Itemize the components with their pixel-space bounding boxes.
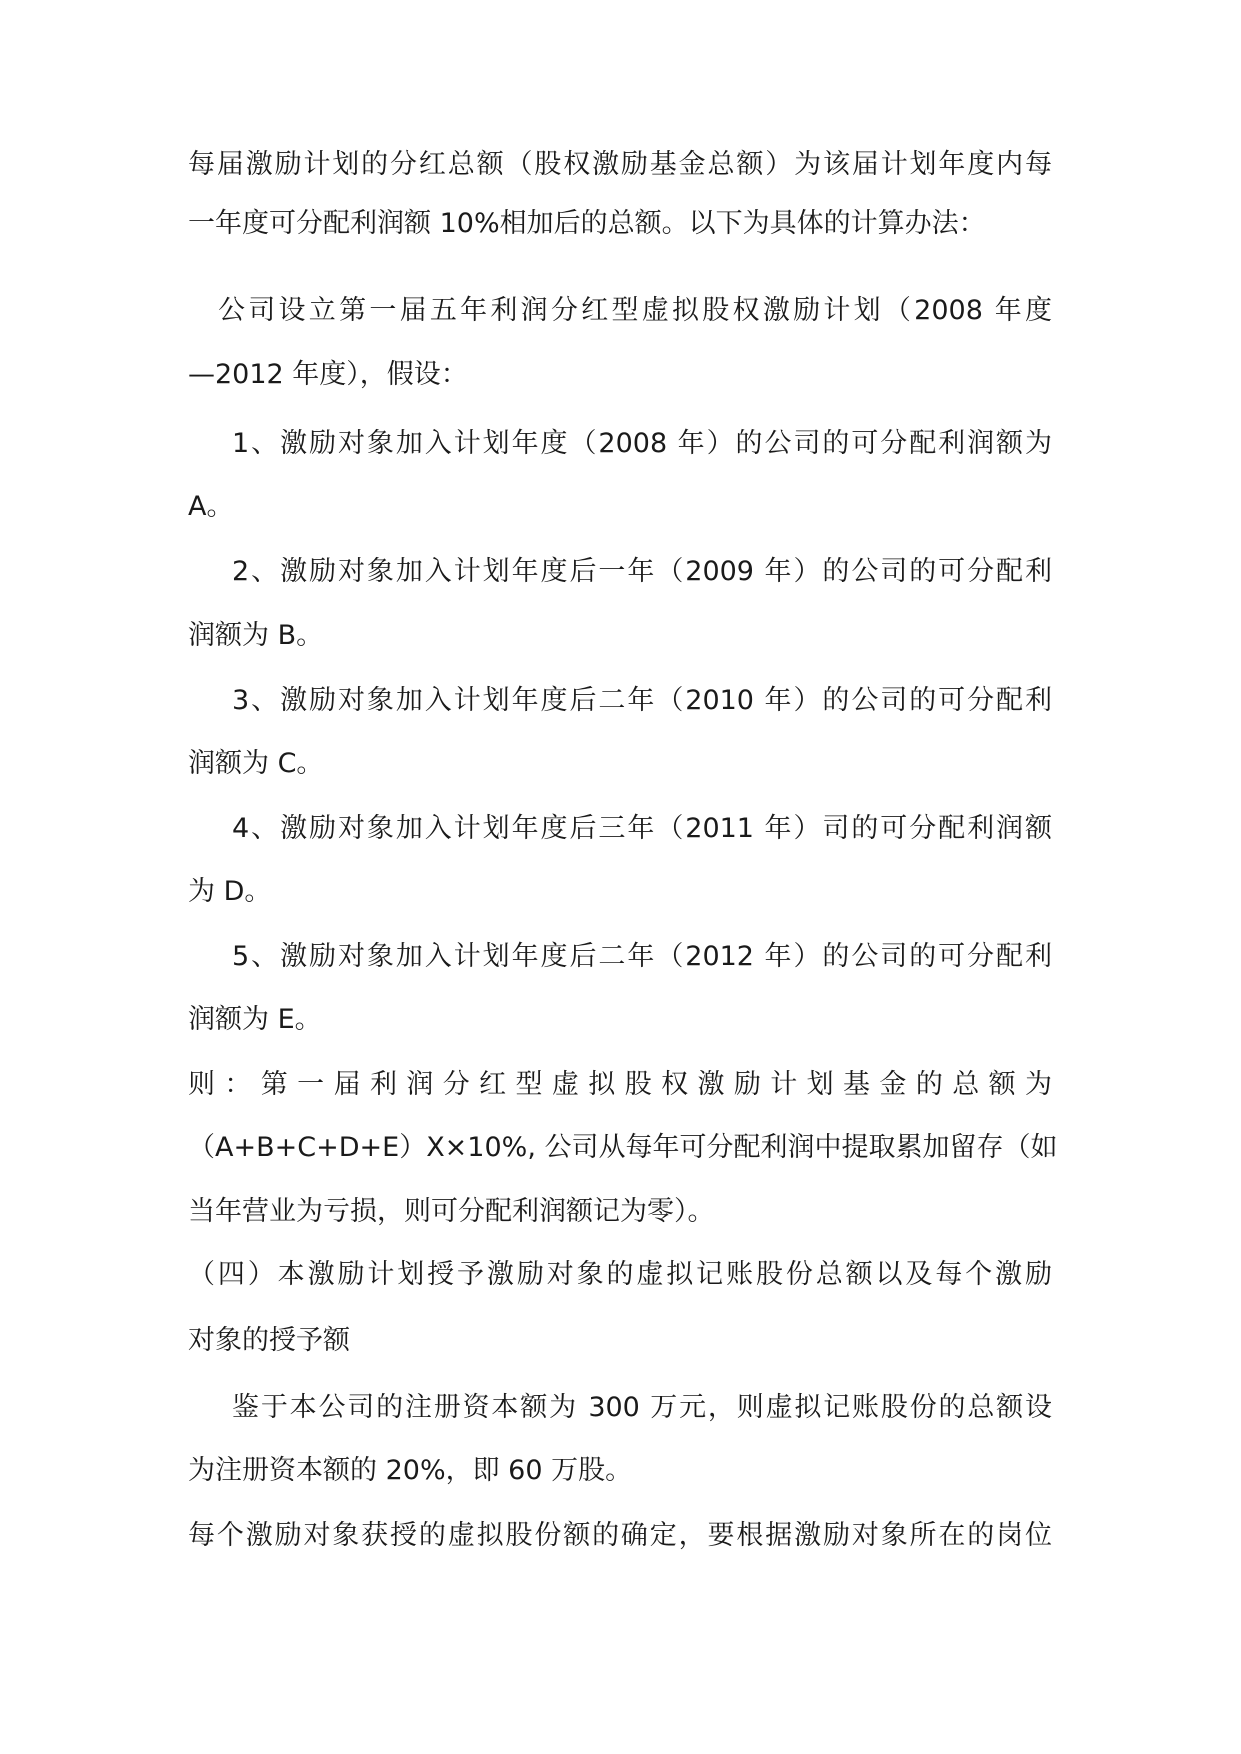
paragraph-line-3: 公司设立第一届五年利润分红型虚拟股权激励计划（2008 年度 bbox=[218, 295, 1052, 326]
section-heading-line-1: （四）本激励计划授予激励对象的虚拟记账股份总额以及每个激励 bbox=[188, 1259, 1052, 1290]
list-item-5-line-1: 5、激励对象加入计划年度后二年（2012 年）的公司的可分配利 bbox=[232, 941, 1052, 972]
paragraph-line-16: （A+B+C+D+E）X×10%, 公司从每年可分配利润中提取累加留存（如 bbox=[188, 1132, 1058, 1163]
section-heading-line-2: 对象的授予额 bbox=[188, 1325, 350, 1356]
list-item-2-line-2: 润额为 B。 bbox=[188, 620, 324, 651]
list-item-3-line-1: 3、激励对象加入计划年度后二年（2010 年）的公司的可分配利 bbox=[232, 685, 1052, 716]
paragraph-line-15: 则：第一届利润分红型虚拟股权激励计划基金的总额为 bbox=[188, 1069, 1052, 1100]
paragraph-line-4: —2012 年度），假设： bbox=[188, 359, 468, 390]
list-item-1-line-2: A。 bbox=[188, 491, 234, 522]
list-item-1-line-1: 1、激励对象加入计划年度（2008 年）的公司的可分配利润额为 bbox=[232, 428, 1052, 459]
paragraph-line-22: 每个激励对象获授的虚拟股份额的确定，要根据激励对象所在的岗位 bbox=[188, 1520, 1052, 1551]
list-item-5-line-2: 润额为 E。 bbox=[188, 1004, 322, 1035]
paragraph-line-1: 每届激励计划的分红总额（股权激励基金总额）为该届计划年度内每 bbox=[188, 149, 1052, 180]
paragraph-line-2: 一年度可分配利润额 10%相加后的总额。以下为具体的计算办法： bbox=[188, 208, 986, 239]
paragraph-line-20: 鉴于本公司的注册资本额为 300 万元，则虚拟记账股份的总额设 bbox=[232, 1392, 1052, 1423]
paragraph-line-21: 为注册资本额的 20%，即 60 万股。 bbox=[188, 1455, 633, 1486]
list-item-3-line-2: 润额为 C。 bbox=[188, 748, 324, 779]
list-item-4-line-2: 为 D。 bbox=[188, 876, 272, 907]
paragraph-line-17: 当年营业为亏损，则可分配利润额记为零）。 bbox=[188, 1196, 715, 1227]
list-item-2-line-1: 2、激励对象加入计划年度后一年（2009 年）的公司的可分配利 bbox=[232, 556, 1052, 587]
list-item-4-line-1: 4、激励对象加入计划年度后三年（2011 年）司的可分配利润额 bbox=[232, 813, 1052, 844]
